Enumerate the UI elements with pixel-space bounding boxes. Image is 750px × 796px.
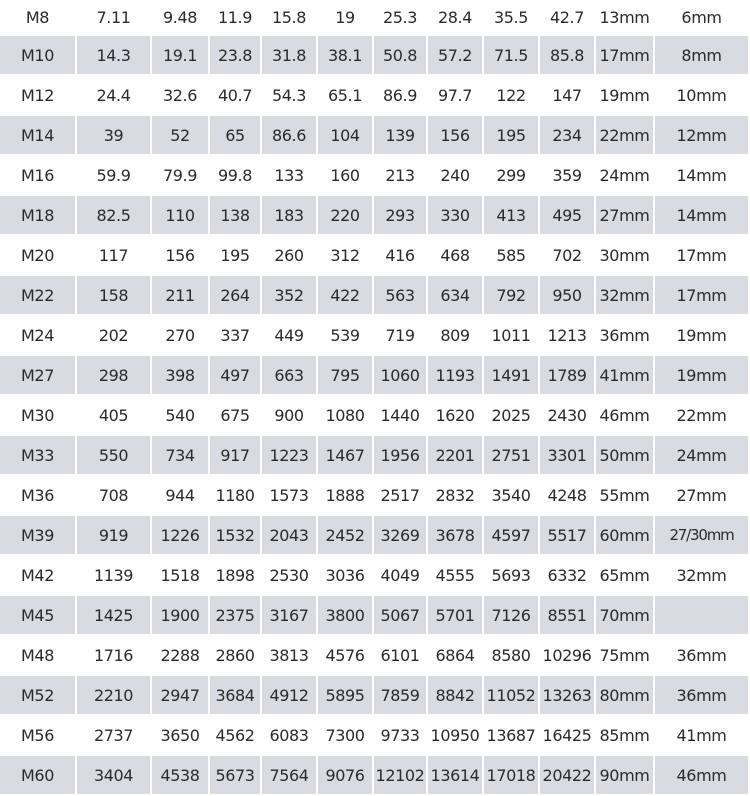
value-cell: 195 [210,236,262,276]
value-cell: 1080 [318,396,374,436]
dimension-cell: 36mm [655,636,750,676]
value-cell: 1532 [210,516,262,556]
dimension-cell: 17mm [655,276,750,316]
value-cell: 8842 [428,676,484,716]
value-cell: 240 [428,156,484,196]
value-cell: 13687 [484,716,540,756]
dimension-cell: 12mm [655,116,750,156]
dimension-cell: 85mm [596,716,655,756]
value-cell: 86.6 [262,116,318,156]
dimension-cell: 27mm [596,196,655,236]
bolt-size-cell: M52 [0,676,77,716]
value-cell: 2947 [152,676,210,716]
table-row [0,636,750,676]
value-cell: 917 [210,436,262,476]
value-cell: 2430 [540,396,596,436]
value-cell: 5517 [540,516,596,556]
dimension-cell: 60mm [596,516,655,556]
value-cell: 9076 [318,756,374,796]
value-cell: 13614 [428,756,484,796]
value-cell: 65 [210,116,262,156]
value-cell: 4555 [428,556,484,596]
value-cell: 1139 [77,556,152,596]
value-cell: 7.11 [77,0,152,36]
dimension-cell: 46mm [655,756,750,796]
bolt-size-cell: M24 [0,316,77,356]
value-cell: 2737 [77,716,152,756]
value-cell: 52 [152,116,210,156]
table-row [0,436,750,476]
value-cell: 2530 [262,556,318,596]
value-cell: 202 [77,316,152,356]
value-cell: 919 [77,516,152,556]
table-row [0,476,750,516]
table-row [0,676,750,716]
dimension-cell: 30mm [596,236,655,276]
value-cell: 1956 [374,436,428,476]
value-cell: 122 [484,76,540,116]
dimension-cell: 8mm [655,36,750,76]
bolt-size-cell: M56 [0,716,77,756]
value-cell: 3800 [318,596,374,636]
dimension-cell: 27/30mm [655,516,750,556]
value-cell: 9733 [374,716,428,756]
value-cell: 634 [428,276,484,316]
value-cell: 413 [484,196,540,236]
value-cell: 1440 [374,396,428,436]
value-cell: 5701 [428,596,484,636]
dimension-cell: 41mm [655,716,750,756]
value-cell: 97.7 [428,76,484,116]
dimension-cell: 32mm [655,556,750,596]
value-cell: 2288 [152,636,210,676]
dimension-cell: 32mm [596,276,655,316]
value-cell: 2025 [484,396,540,436]
value-cell: 3678 [428,516,484,556]
table-row [0,156,750,196]
dimension-cell: 14mm [655,156,750,196]
value-cell: 11.9 [210,0,262,36]
value-cell: 1226 [152,516,210,556]
value-cell: 312 [318,236,374,276]
value-cell: 211 [152,276,210,316]
value-cell: 59.9 [77,156,152,196]
value-cell: 3404 [77,756,152,796]
value-cell: 352 [262,276,318,316]
value-cell: 293 [374,196,428,236]
bolt-size-cell: M8 [0,0,77,36]
value-cell: 264 [210,276,262,316]
value-cell: 4597 [484,516,540,556]
value-cell: 795 [318,356,374,396]
value-cell: 2201 [428,436,484,476]
value-cell: 5673 [210,756,262,796]
table-row [0,276,750,316]
value-cell: 270 [152,316,210,356]
value-cell: 54.3 [262,76,318,116]
dimension-cell: 22mm [596,116,655,156]
value-cell: 563 [374,276,428,316]
bolt-size-cell: M39 [0,516,77,556]
value-cell: 398 [152,356,210,396]
dimension-cell: 19mm [655,316,750,356]
value-cell: 468 [428,236,484,276]
value-cell: 5895 [318,676,374,716]
value-cell: 3036 [318,556,374,596]
value-cell: 7859 [374,676,428,716]
dimension-cell: 36mm [596,316,655,356]
value-cell: 1900 [152,596,210,636]
bolt-size-cell: M36 [0,476,77,516]
value-cell: 12102 [374,756,428,796]
value-cell: 944 [152,476,210,516]
table-row [0,36,750,76]
value-cell: 3813 [262,636,318,676]
value-cell: 2043 [262,516,318,556]
dimension-cell: 55mm [596,476,655,516]
value-cell: 138 [210,196,262,236]
value-cell: 71.5 [484,36,540,76]
dimension-cell: 65mm [596,556,655,596]
value-cell: 6101 [374,636,428,676]
dimension-cell: 17mm [596,36,655,76]
value-cell: 734 [152,436,210,476]
value-cell: 104 [318,116,374,156]
value-cell: 32.6 [152,76,210,116]
value-cell: 40.7 [210,76,262,116]
value-cell: 147 [540,76,596,116]
value-cell: 7564 [262,756,318,796]
value-cell: 497 [210,356,262,396]
dimension-cell: 41mm [596,356,655,396]
value-cell: 1193 [428,356,484,396]
value-cell: 4912 [262,676,318,716]
table-row [0,236,750,276]
value-cell: 139 [374,116,428,156]
value-cell: 2452 [318,516,374,556]
table-row [0,556,750,596]
value-cell: 10296 [540,636,596,676]
value-cell: 35.5 [484,0,540,36]
dimension-cell: 10mm [655,76,750,116]
table-row [0,196,750,236]
value-cell: 4049 [374,556,428,596]
value-cell: 702 [540,236,596,276]
value-cell: 422 [318,276,374,316]
dimension-cell [655,596,750,636]
value-cell: 3301 [540,436,596,476]
value-cell: 19.1 [152,36,210,76]
dimension-cell: 24mm [596,156,655,196]
value-cell: 2210 [77,676,152,716]
dimension-cell: 6mm [655,0,750,36]
value-cell: 540 [152,396,210,436]
table-row [0,316,750,356]
table-row [0,116,750,156]
value-cell: 38.1 [318,36,374,76]
value-cell: 1898 [210,556,262,596]
value-cell: 3650 [152,716,210,756]
value-cell: 1060 [374,356,428,396]
value-cell: 50.8 [374,36,428,76]
value-cell: 1213 [540,316,596,356]
value-cell: 220 [318,196,374,236]
value-cell: 2751 [484,436,540,476]
value-cell: 3540 [484,476,540,516]
value-cell: 3269 [374,516,428,556]
dimension-cell: 17mm [655,236,750,276]
dimension-cell: 19mm [596,76,655,116]
bolt-size-cell: M22 [0,276,77,316]
value-cell: 9.48 [152,0,210,36]
value-cell: 158 [77,276,152,316]
bolt-size-cell: M20 [0,236,77,276]
value-cell: 663 [262,356,318,396]
dimension-cell: 75mm [596,636,655,676]
value-cell: 416 [374,236,428,276]
value-cell: 65.1 [318,76,374,116]
dimension-cell: 36mm [655,676,750,716]
value-cell: 19 [318,0,374,36]
value-cell: 234 [540,116,596,156]
bolt-size-cell: M10 [0,36,77,76]
value-cell: 17018 [484,756,540,796]
value-cell: 1223 [262,436,318,476]
value-cell: 160 [318,156,374,196]
dimension-cell: 27mm [655,476,750,516]
value-cell: 13263 [540,676,596,716]
value-cell: 99.8 [210,156,262,196]
value-cell: 28.4 [428,0,484,36]
value-cell: 42.7 [540,0,596,36]
value-cell: 405 [77,396,152,436]
bolt-size-cell: M14 [0,116,77,156]
dimension-cell: 13mm [596,0,655,36]
bolt-size-cell: M18 [0,196,77,236]
value-cell: 24.4 [77,76,152,116]
value-cell: 809 [428,316,484,356]
value-cell: 1180 [210,476,262,516]
value-cell: 5067 [374,596,428,636]
value-cell: 3167 [262,596,318,636]
table-row [0,596,750,636]
value-cell: 1491 [484,356,540,396]
value-cell: 14.3 [77,36,152,76]
value-cell: 2832 [428,476,484,516]
value-cell: 8580 [484,636,540,676]
dimension-cell: 90mm [596,756,655,796]
value-cell: 4562 [210,716,262,756]
bolt-size-cell: M12 [0,76,77,116]
dimension-cell: 22mm [655,396,750,436]
value-cell: 708 [77,476,152,516]
value-cell: 1467 [318,436,374,476]
value-cell: 1716 [77,636,152,676]
dimension-cell: 50mm [596,436,655,476]
value-cell: 23.8 [210,36,262,76]
value-cell: 675 [210,396,262,436]
value-cell: 31.8 [262,36,318,76]
value-cell: 337 [210,316,262,356]
value-cell: 1518 [152,556,210,596]
value-cell: 2375 [210,596,262,636]
dimension-cell: 80mm [596,676,655,716]
value-cell: 5693 [484,556,540,596]
value-cell: 6332 [540,556,596,596]
table-row [0,356,750,396]
table-row [0,756,750,796]
value-cell: 57.2 [428,36,484,76]
bolt-size-cell: M33 [0,436,77,476]
bolt-size-cell: M45 [0,596,77,636]
value-cell: 8551 [540,596,596,636]
table-row [0,76,750,116]
table-row [0,0,750,36]
value-cell: 7126 [484,596,540,636]
value-cell: 133 [262,156,318,196]
value-cell: 1573 [262,476,318,516]
dimension-cell: 14mm [655,196,750,236]
value-cell: 85.8 [540,36,596,76]
value-cell: 20422 [540,756,596,796]
bolt-size-cell: M42 [0,556,77,596]
value-cell: 16425 [540,716,596,756]
value-cell: 79.9 [152,156,210,196]
value-cell: 719 [374,316,428,356]
value-cell: 11052 [484,676,540,716]
value-cell: 4576 [318,636,374,676]
value-cell: 1011 [484,316,540,356]
table-row [0,516,750,556]
value-cell: 298 [77,356,152,396]
table-row [0,716,750,756]
dimension-cell: 46mm [596,396,655,436]
value-cell: 4248 [540,476,596,516]
value-cell: 299 [484,156,540,196]
value-cell: 110 [152,196,210,236]
value-cell: 3684 [210,676,262,716]
value-cell: 539 [318,316,374,356]
value-cell: 25.3 [374,0,428,36]
value-cell: 7300 [318,716,374,756]
value-cell: 2517 [374,476,428,516]
value-cell: 117 [77,236,152,276]
value-cell: 585 [484,236,540,276]
value-cell: 1620 [428,396,484,436]
value-cell: 156 [152,236,210,276]
value-cell: 10950 [428,716,484,756]
bolt-size-cell: M27 [0,356,77,396]
value-cell: 15.8 [262,0,318,36]
value-cell: 260 [262,236,318,276]
value-cell: 82.5 [77,196,152,236]
value-cell: 330 [428,196,484,236]
value-cell: 39 [77,116,152,156]
value-cell: 449 [262,316,318,356]
bolt-size-cell: M60 [0,756,77,796]
value-cell: 2860 [210,636,262,676]
value-cell: 213 [374,156,428,196]
bolt-size-cell: M48 [0,636,77,676]
value-cell: 359 [540,156,596,196]
value-cell: 195 [484,116,540,156]
table-row [0,396,750,436]
value-cell: 950 [540,276,596,316]
value-cell: 1789 [540,356,596,396]
dimension-cell: 70mm [596,596,655,636]
value-cell: 4538 [152,756,210,796]
dimension-cell: 19mm [655,356,750,396]
value-cell: 156 [428,116,484,156]
bolt-size-cell: M16 [0,156,77,196]
value-cell: 183 [262,196,318,236]
value-cell: 1425 [77,596,152,636]
value-cell: 86.9 [374,76,428,116]
value-cell: 550 [77,436,152,476]
value-cell: 495 [540,196,596,236]
value-cell: 6864 [428,636,484,676]
value-cell: 792 [484,276,540,316]
value-cell: 1888 [318,476,374,516]
value-cell: 6083 [262,716,318,756]
dimension-cell: 24mm [655,436,750,476]
value-cell: 900 [262,396,318,436]
bolt-size-cell: M30 [0,396,77,436]
